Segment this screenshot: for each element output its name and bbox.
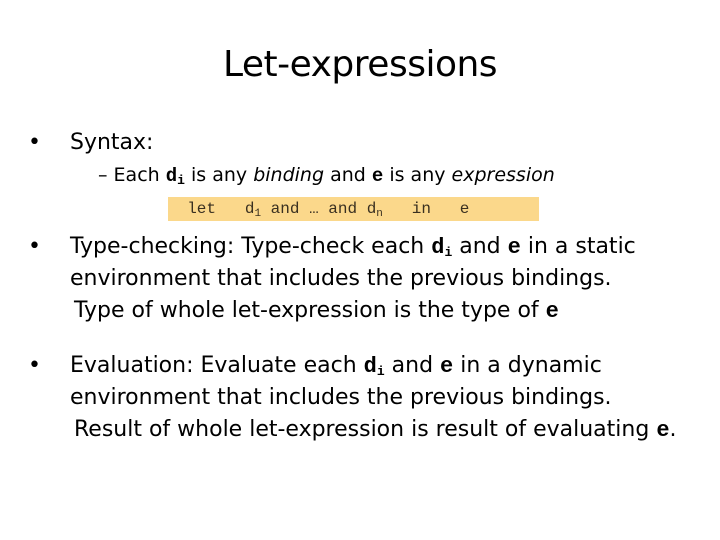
code-e: e <box>459 200 470 218</box>
evaluation-line3: Result of whole let-expression is result of evaluating e. <box>74 417 677 443</box>
is-any-text-2: is any <box>389 164 446 186</box>
code-d1: d1 <box>244 200 262 220</box>
d-var: $d_i$ <box>363 354 385 379</box>
e-var: e <box>371 165 384 187</box>
typecheck-line1: Type-checking: Type-check each $d_i$ and e in a static <box>70 234 636 260</box>
e-var: e <box>545 299 559 324</box>
code-let: let <box>187 200 217 218</box>
code-and-dots: and … and <box>270 200 358 218</box>
bullet-dot: • <box>28 353 41 378</box>
d-var: $d_i$ <box>431 235 453 260</box>
code-dn: dn <box>366 200 383 220</box>
typecheck-line2: environment that includes the previous bindings. <box>70 266 612 291</box>
let-syntax-code <box>168 197 539 221</box>
e-var: e <box>507 235 521 260</box>
binding-word: binding <box>253 164 325 186</box>
syntax-heading: Syntax: <box>70 130 154 155</box>
is-any-text: is any <box>191 164 248 186</box>
slide-title: Let-expressions <box>222 44 498 85</box>
bullet-dot: • <box>28 130 41 155</box>
and-word: and <box>330 164 366 186</box>
typecheck-line3: Type of whole let-expression is the type of e <box>74 298 559 324</box>
e-var: e <box>656 418 670 443</box>
evaluation-line2: environment that includes the previous bindings. <box>70 385 612 410</box>
e-var: e <box>440 354 454 379</box>
expression-word: expression <box>451 164 555 186</box>
syntax-subline <box>98 164 555 188</box>
code-in: in <box>411 200 431 218</box>
d-var: $d_i$ <box>165 165 185 188</box>
sub-prefix: – Each <box>98 164 160 186</box>
evaluation-line1: Evaluation: Evaluate each $d_i$ and e in a dynamic <box>70 353 602 379</box>
bullet-dot: • <box>28 234 41 259</box>
